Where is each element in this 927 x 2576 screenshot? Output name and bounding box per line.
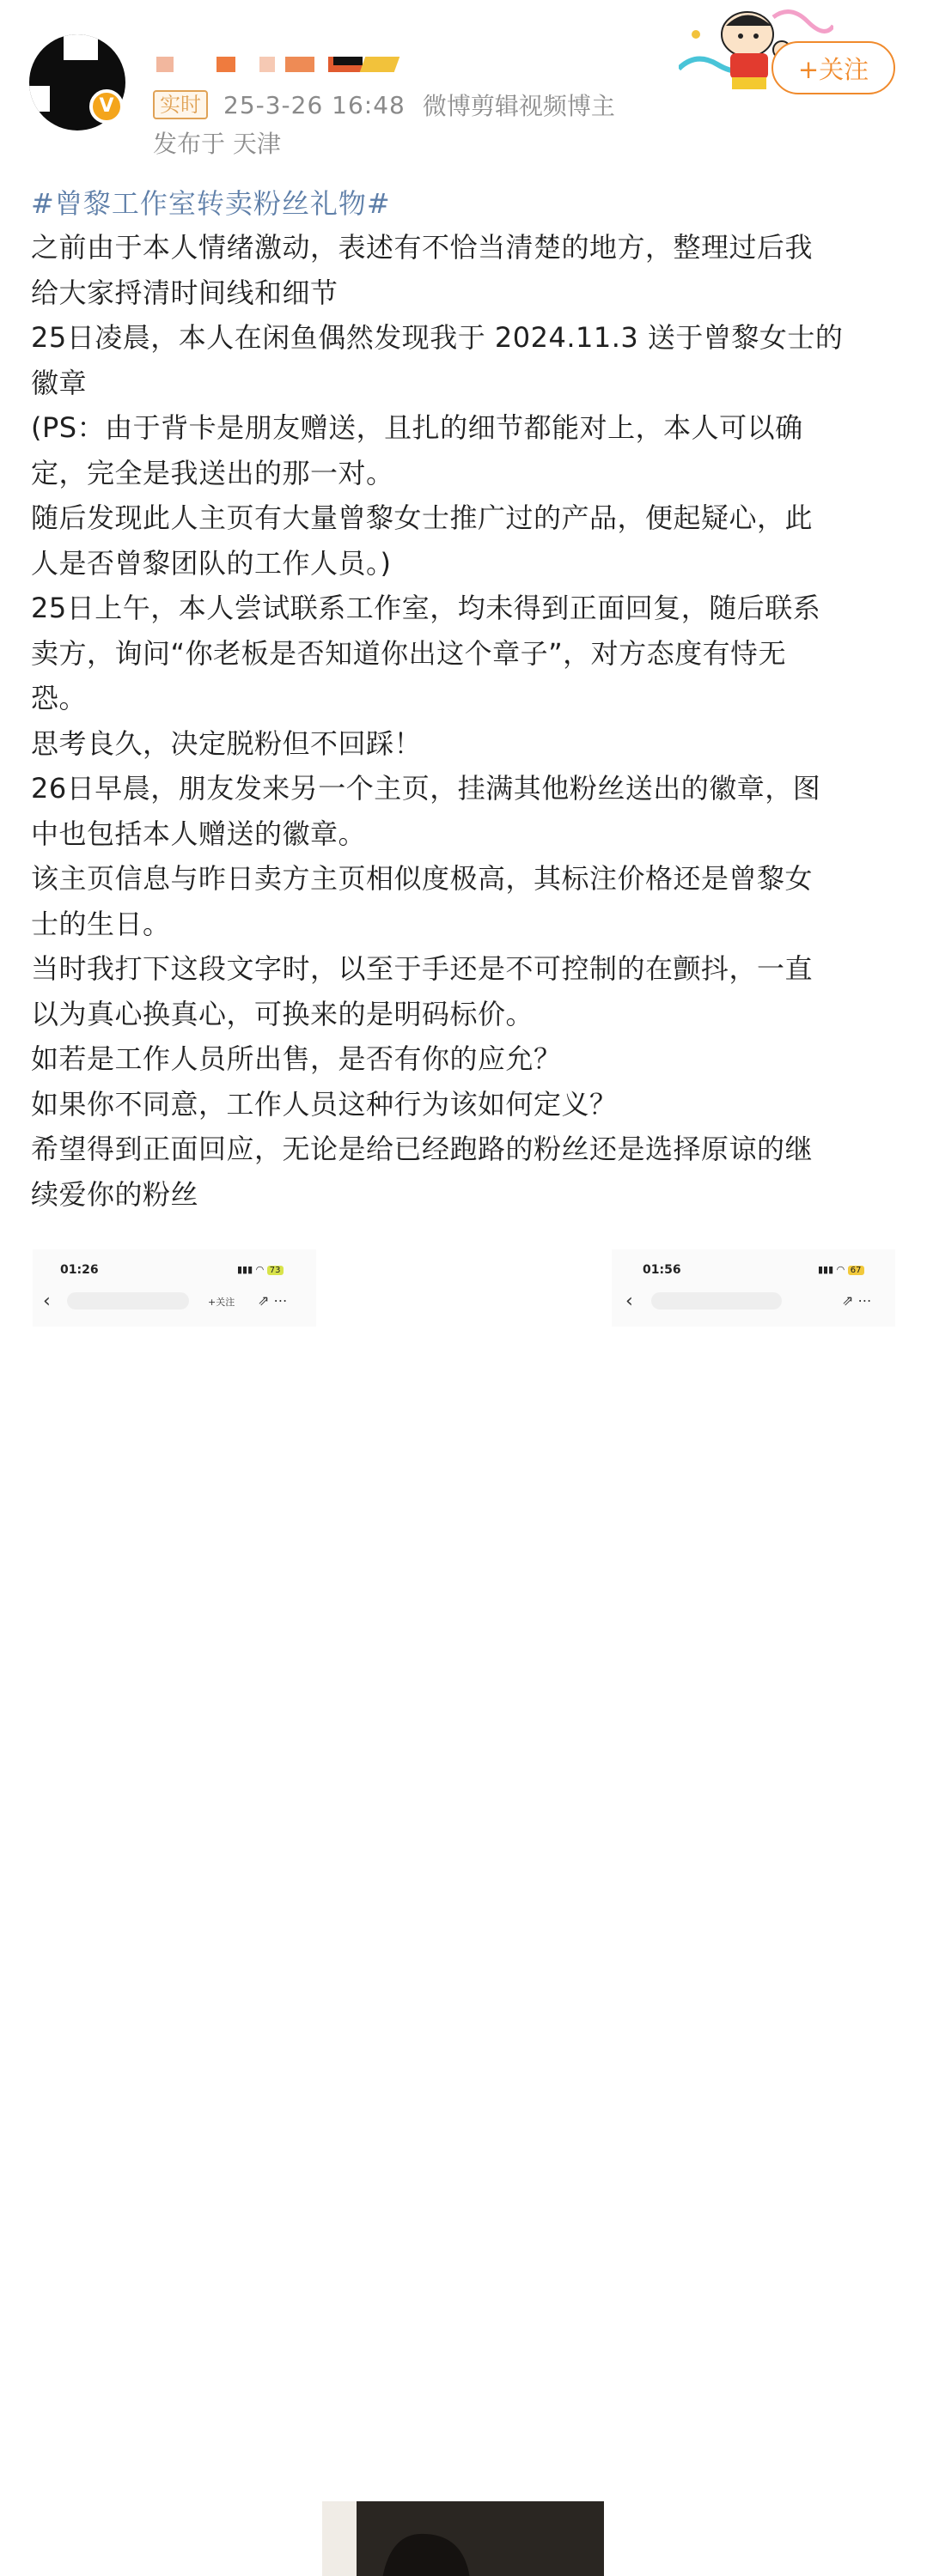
post-location: 发布于 天津 bbox=[153, 130, 281, 158]
back-arrow-icon: ‹ bbox=[625, 1291, 633, 1312]
photo-portrait-icon bbox=[322, 2501, 604, 2576]
attached-screenshot-left[interactable] bbox=[33, 1249, 316, 1327]
post-text-line: 希望得到正面回应，无论是给已经跑路的粉丝还是选择原谅的继 bbox=[31, 1133, 814, 1165]
post-text-line: 思考良久，决定脱粉但不回踩！ bbox=[31, 726, 423, 760]
post-text-line: 25日凌晨，本人在闲鱼偶然发现我于 2024.11.3 送于曾黎女士的 bbox=[31, 321, 844, 354]
post-text-line: 该主页信息与昨日卖方主页相似度极高，其标注价格还是曾黎女 bbox=[31, 862, 814, 895]
post-meta bbox=[153, 88, 615, 122]
post-text-line: 续爱你的粉丝 bbox=[31, 1177, 199, 1211]
search-bar bbox=[67, 1292, 189, 1309]
post-text-line: 25日上午，本人尝试联系工作室，均未得到正面回复，随后联系 bbox=[31, 592, 821, 624]
status-icons: ▮▮▮ ◠ 67 bbox=[818, 1264, 864, 1275]
search-bar bbox=[651, 1292, 782, 1309]
back-arrow-icon: ‹ bbox=[43, 1291, 51, 1312]
follow-label-small: +关注 bbox=[208, 1297, 235, 1308]
post-text-line: 卖方，询问“你老板是否知道你出这个章子”，对方态度有恃无 bbox=[31, 636, 787, 670]
attached-screenshot-right[interactable] bbox=[612, 1249, 895, 1327]
post-text-line: 如若是工作人员所出售，是否有你的应允？ bbox=[31, 1042, 562, 1075]
post-text-line: 恐。 bbox=[31, 682, 88, 714]
post-timestamp: 25-3-26 16:48 bbox=[223, 90, 406, 119]
attached-images bbox=[0, 1249, 927, 1327]
battery-level: 67 bbox=[848, 1266, 864, 1275]
redaction-block bbox=[217, 57, 235, 72]
post-text-line: 之前由于本人情绪激动，表述有不恰当清楚的地方，整理过后我 bbox=[31, 231, 814, 264]
post-text bbox=[31, 225, 890, 1217]
follow-label: +关注 bbox=[797, 54, 869, 84]
status-time: 01:26 bbox=[60, 1263, 99, 1277]
hashtag-link[interactable]: #曾黎工作室转卖粉丝礼物# bbox=[31, 187, 391, 220]
user-level-badge-icon bbox=[360, 57, 400, 72]
post-source[interactable]: 微博剪辑视频博主 bbox=[422, 92, 615, 120]
post-text-line: 以为真心换真心，可换来的是明码标价。 bbox=[31, 997, 534, 1030]
share-more-icons: ⇗ ⋯ bbox=[842, 1292, 872, 1309]
share-more-icons: ⇗ ⋯ bbox=[258, 1292, 288, 1309]
follow-button[interactable] bbox=[771, 41, 895, 94]
post-text-line: 给大家捋清时间线和细节 bbox=[31, 276, 338, 309]
redaction-block bbox=[285, 57, 314, 72]
verified-badge-icon: V bbox=[89, 89, 124, 124]
attached-photo[interactable] bbox=[322, 2501, 604, 2576]
post-text-line: 人是否曾黎团队的工作人员。) bbox=[31, 546, 392, 580]
post-text-line: 士的生日。 bbox=[31, 907, 171, 940]
live-tag: 实时 bbox=[153, 90, 208, 119]
post-text-line: 定，完全是我送出的那一对。 bbox=[31, 456, 394, 489]
post-text-line: 如果你不同意，工作人员这种行为该如何定义？ bbox=[31, 1087, 618, 1121]
battery-level: 73 bbox=[267, 1266, 284, 1275]
post-text-line: 26日早晨，朋友发来另一个主页，挂满其他粉丝送出的徽章，图 bbox=[31, 772, 821, 805]
avatar-mask-shape bbox=[64, 34, 98, 60]
status-icons: ▮▮▮ ◠ 73 bbox=[237, 1264, 284, 1275]
post-text-line: 徽章 bbox=[31, 366, 88, 399]
avatar-mask-shape bbox=[29, 86, 50, 112]
post-text-line: 当时我打下这段文字时，以至于手还是不可控制的在颤抖，一直 bbox=[31, 952, 814, 985]
redaction-block bbox=[156, 57, 174, 72]
post-text-line: (PS：由于背卡是朋友赠送，且扎的细节都能对上，本人可以确 bbox=[31, 411, 803, 444]
post-text-line: 中也包括本人赠送的徽章。 bbox=[31, 817, 367, 850]
post-text-line: 随后发现此人主页有大量曾黎女士推广过的产品，便起疑心，此 bbox=[31, 501, 814, 534]
redaction-block bbox=[333, 57, 363, 65]
redaction-block bbox=[259, 57, 275, 72]
status-time: 01:56 bbox=[643, 1263, 681, 1277]
